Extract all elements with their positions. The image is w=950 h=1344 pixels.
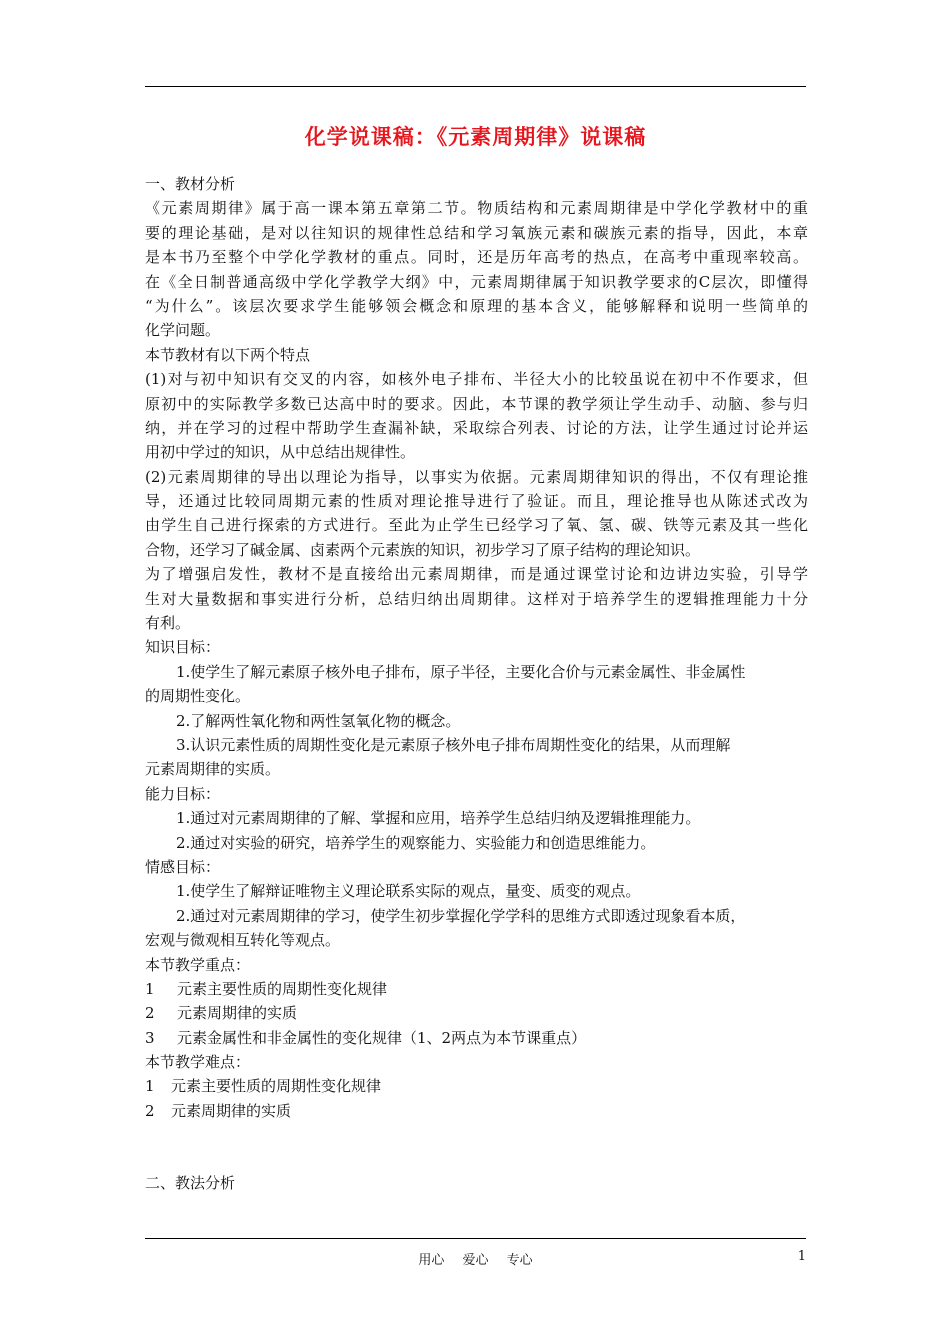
list-item: 2.了解两性氧化物和两性氢氧化物的概念。 [176, 711, 461, 730]
list-number: 3 [145, 1028, 155, 1047]
paragraph-line: 《元素周期律》属于高一课本第五章第二节。物质结构和元素周期律是中学化学教材中的重 [145, 199, 808, 218]
subheading: 知识目标： [145, 638, 221, 657]
list-number: 1 [145, 979, 155, 998]
list-item [145, 977, 808, 1001]
list-item: 1.使学生了解元素原子核外电子排布，原子半径，主要化合价与元素金属性、非金属性 [176, 662, 746, 681]
list-text: 元素主要性质的周期性变化规律 [171, 1077, 382, 1096]
paragraph-line: 纳，并在学习的过程中帮助学生查漏补缺，采取综合列表、讨论的方法，让学生通过讨论并运 [145, 418, 808, 437]
paragraph-line: 有利。 [145, 614, 191, 633]
paragraph-line: 为了增强启发性，教材不是直接给出元素周期律，而是通过课堂讨论和边讲边实验，引导学 [145, 565, 808, 584]
section-heading: 一、教材分析 [145, 175, 236, 193]
footer-rule [145, 1238, 806, 1239]
subheading: 情感目标： [145, 857, 221, 876]
subheading: 本节教材有以下两个特点 [145, 345, 311, 364]
page-number: 1 [797, 1249, 806, 1264]
list-item-continuation: 宏观与微观相互转化等观点。 [145, 931, 341, 950]
paragraph-line: (2)元素周期律的导出以理论为指导，以事实为依据。元素周期律知识的得出，不仅有理论推 [145, 467, 808, 486]
list-number: 2 [145, 1004, 155, 1023]
paragraph-line: 要的理论基础，是对以往知识的规律性总结和学习氧族元素和碳族元素的指导，因此，本章 [145, 223, 808, 242]
list-text: 元素主要性质的周期性变化规律 [177, 979, 388, 998]
paragraph-line: 由学生自己进行探索的方式进行。至此为止学生已经学习了氧、氢、碳、铁等元素及其一些化 [145, 516, 808, 535]
list-text: 元素周期律的实质 [171, 1101, 292, 1120]
list-item: 1.通过对元素周期律的了解、掌握和应用，培养学生总结归纳及逻辑推理能力。 [176, 809, 701, 828]
list-number: 1 [145, 1077, 155, 1096]
paragraph-line: “为什么”。该层次要求学生能够领会概念和原理的基本含义，能够解释和说明一些简单的 [145, 296, 808, 315]
list-text: 元素周期律的实质 [177, 1004, 298, 1023]
subheading: 本节教学难点： [145, 1053, 251, 1072]
page-title: 化学说课稿：《元素周期律》说课稿 [304, 125, 647, 149]
paragraph-line: 用初中学过的知识，从中总结出规律性。 [145, 443, 416, 462]
paragraph-line: (1)对与初中知识有交叉的内容，如核外电子排布、半径大小的比较虽说在初中不作要求，但 [145, 370, 808, 389]
paragraph-line: 是本书乃至整个中学化学教材的重点。同时，还是历年高考的热点，在高考中重现率较高。 [145, 248, 808, 267]
list-item [145, 1099, 808, 1123]
paragraph-line: 原初中的实际教学多数已达高中时的要求。因此，本节课的教学须让学生动手、动脑、参与归 [145, 394, 808, 413]
document-body [145, 172, 808, 1196]
list-item [145, 1074, 808, 1098]
subheading: 本节教学重点： [145, 955, 251, 974]
list-item: 2.通过对实验的研究，培养学生的观察能力、实验能力和创造思维能力。 [176, 833, 656, 852]
paragraph-line: 导，还通过比较同周期元素的性质对理论推导进行了验证。而且，理论推导也从陈述式改为 [145, 492, 808, 511]
list-text: 元素金属性和非金属性的变化规律（1、2两点为本节课重点） [177, 1028, 587, 1047]
subheading: 能力目标： [145, 784, 221, 803]
footer-motto: 用心 爱心 专心 [418, 1253, 533, 1268]
header-rule [145, 86, 806, 87]
list-item: 3.认识元素性质的周期性变化是元素原子核外电子排布周期性变化的结果，从而理解 [176, 735, 731, 754]
list-number: 2 [145, 1101, 155, 1120]
list-item: 2.通过对元素周期律的学习，使学生初步掌握化学学科的思维方式即透过现象看本质， [176, 906, 746, 925]
list-item: 1.使学生了解辩证唯物主义理论联系实际的观点，量变、质变的观点。 [176, 882, 641, 901]
spacer [145, 1123, 808, 1171]
list-item [145, 1001, 808, 1025]
paragraph-line: 在《全日制普通高级中学化学教学大纲》中，元素周期律属于知识教学要求的C层次，即懂得 [145, 272, 808, 291]
section-heading: 二、教法分析 [145, 1174, 236, 1193]
paragraph-line: 化学问题。 [145, 321, 221, 340]
paragraph-line: 生对大量数据和事实进行分析，总结归纳出周期律。这样对于培养学生的逻辑推理能力十分 [145, 589, 808, 608]
list-item [145, 1026, 808, 1050]
paragraph-line: 合物，还学习了碱金属、卤素两个元素族的知识，初步学习了原子结构的理论知识。 [145, 540, 701, 559]
list-item-continuation: 元素周期律的实质。 [145, 760, 281, 779]
list-item-continuation: 的周期性变化。 [145, 687, 251, 706]
